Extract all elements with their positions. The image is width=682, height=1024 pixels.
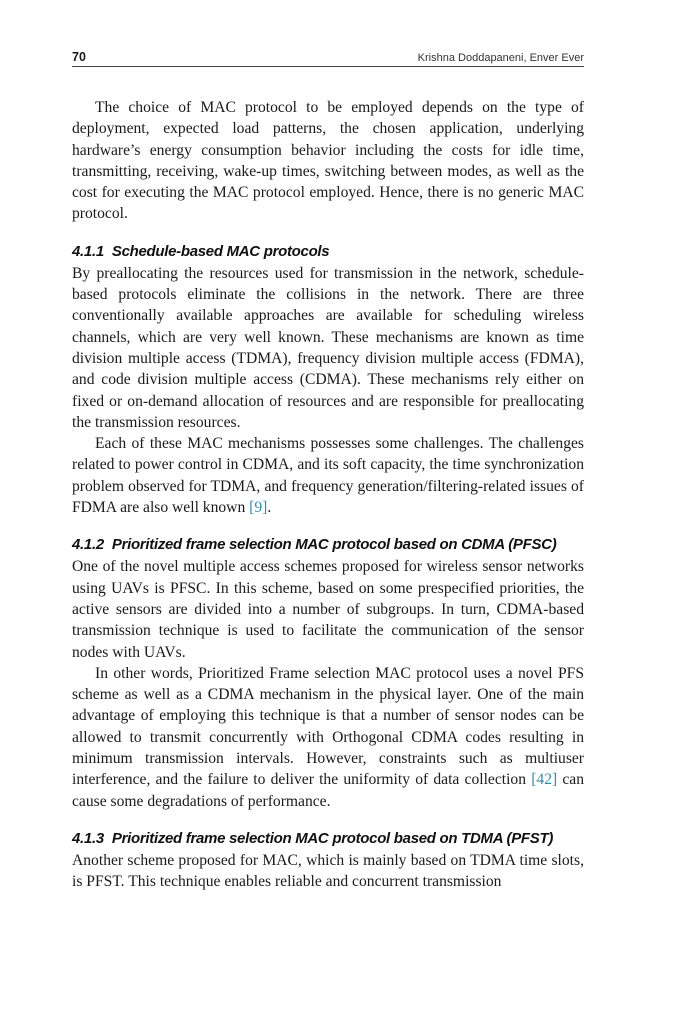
intro-paragraph: The choice of MAC protocol to be employed depends on the type of deployment, expected load patterns, the chosen application, underlying hardware’s energy consumption behavior including the costs for idle time, transmitting, receiving, wake-up times, switching between modes, as well as the cost for executing the MAC protocol employed. Hence, there is no generic MAC protocol.: [72, 99, 584, 223]
section-number: 4.1.2: [72, 536, 104, 554]
section-heading-4-1-3: [72, 830, 584, 847]
book-page: [72, 50, 584, 893]
citation-link[interactable]: [9]: [249, 499, 268, 517]
section-number: 4.1.1: [72, 242, 104, 260]
paragraph-text: Each of these MAC mechanisms possesses some challenges. The challenges related to power control in CDMA, and its soft capacity, the time synchronization problem observed for TDMA, and frequency generation/filtering-related issues of FDMA are also well known: [72, 435, 584, 517]
paragraph-end: .: [267, 499, 272, 517]
section-title: Schedule-based MAC protocols: [111, 242, 330, 260]
section-4-1-3-paragraph-1: Another scheme proposed for MAC, which is mainly based on TDMA time slots, is PFST. This technique enables reliable and concurrent transmission: [72, 851, 584, 891]
running-header: [72, 50, 584, 67]
paragraph-text: In other words, Prioritized Frame selection MAC protocol uses a novel PFS scheme as well as a CDMA mechanism in the physical layer. One of the main advantage of employing this technique is that a number of sensor nodes can be allowed to transmit concurrently with Orthogonal CDMA codes resulting in minimum transmission intervals. However, constraints such as multiuser interference, and the failure to deliver the uniformity of data collection: [72, 664, 584, 789]
running-head-authors: Krishna Doddapaneni, Enver Ever: [417, 52, 584, 64]
section-heading-4-1-1: [72, 243, 584, 260]
section-title: Prioritized frame selection MAC protocol based on TDMA (PFST): [111, 829, 554, 847]
section-number: 4.1.3: [72, 829, 104, 847]
page-number: 70: [72, 50, 86, 64]
section-4-1-2-paragraph-2: [72, 663, 584, 812]
section-4-1-1-paragraph-1: By preallocating the resources used for transmission in the network, schedule-based protocols eliminate the collisions in the network. There are three conventionally available approaches are available for scheduling wireless channels, which are very well known. These mechanisms are known as time division multiple access (TDMA), frequency division multiple access (FDMA), and code division multiple access (CDMA). These mechanisms rely either on fixed or on-demand allocation of resources and are responsible for preallocating the transmission resources.: [72, 264, 584, 431]
section-title: Prioritized frame selection MAC protocol based on CDMA (PFSC): [111, 536, 557, 554]
section-4-1-1-paragraph-2: [72, 433, 584, 518]
section-heading-4-1-2: [72, 536, 584, 553]
citation-link[interactable]: [42]: [531, 771, 558, 789]
section-4-1-2-paragraph-1: One of the novel multiple access schemes proposed for wireless sensor networks using UAVs is PFSC. In this scheme, based on some prespecified priorities, the active sensors are divided into a number of subgroups. In turn, CDMA-based transmission technique is used to facilitate the communication of the sensor nodes with UAVs.: [72, 558, 584, 661]
paragraph-end: can cause some degradations of performance.: [72, 771, 585, 810]
